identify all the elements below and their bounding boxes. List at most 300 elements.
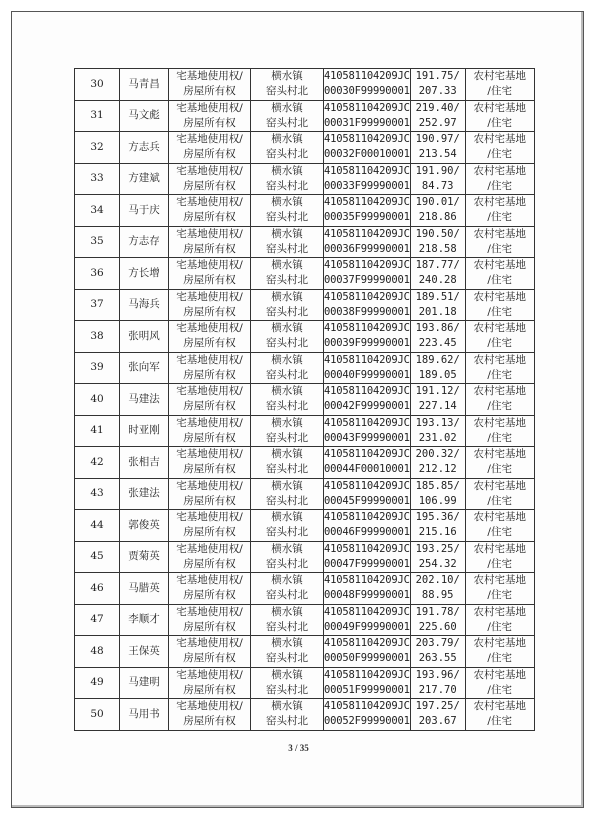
right-type-line: 房屋所有权 xyxy=(183,85,236,98)
right-type-cell xyxy=(169,163,251,195)
right-type-line: 宅基地使用权/ xyxy=(176,668,243,681)
land-use-cell xyxy=(465,132,534,164)
parcel-code-line: 00047F99990001 xyxy=(324,557,410,570)
table-row xyxy=(75,699,535,731)
parcel-code-line: 410581104209JC xyxy=(324,448,410,461)
right-type-line: 房屋所有权 xyxy=(183,494,236,507)
land-use-line: /住宅 xyxy=(487,463,512,476)
parcel-code-line: 00035F99990001 xyxy=(324,211,410,224)
row-number-cell: 47 xyxy=(75,604,120,636)
area-line: 189.05 xyxy=(418,368,457,381)
area-line: 213.54 xyxy=(418,148,457,161)
parcel-code-line: 00042F99990001 xyxy=(324,400,410,413)
area-line: 185.85/ xyxy=(415,479,460,492)
land-use-line: 农村宅基地 xyxy=(473,574,526,587)
location-cell xyxy=(251,384,324,416)
location-line: 窑头村北 xyxy=(266,431,308,444)
owner-name-cell: 马建明 xyxy=(120,667,169,699)
right-type-cell xyxy=(169,667,251,699)
location-cell xyxy=(251,258,324,290)
table-row xyxy=(75,69,535,101)
location-cell xyxy=(251,163,324,195)
location-cell xyxy=(251,636,324,668)
area-cell xyxy=(410,69,465,101)
land-use-line: /住宅 xyxy=(487,431,512,444)
right-type-line: 宅基地使用权/ xyxy=(176,605,243,618)
location-cell xyxy=(251,415,324,447)
right-type-cell xyxy=(169,289,251,321)
parcel-code-cell xyxy=(324,69,411,101)
land-use-line: 农村宅基地 xyxy=(473,164,526,177)
land-use-cell xyxy=(465,573,534,605)
land-use-line: /住宅 xyxy=(487,683,512,696)
land-use-line: /住宅 xyxy=(487,274,512,287)
land-use-line: /住宅 xyxy=(487,526,512,539)
land-use-line: 农村宅基地 xyxy=(473,542,526,555)
table-row xyxy=(75,226,535,258)
row-number-cell: 44 xyxy=(75,510,120,542)
area-line: 193.86/ xyxy=(415,322,460,335)
parcel-code-line: 410581104209JC xyxy=(324,542,410,555)
owner-name-cell: 张建法 xyxy=(120,478,169,510)
parcel-code-line: 00049F99990001 xyxy=(324,620,410,633)
area-line: 203.67 xyxy=(418,715,457,728)
parcel-code-line: 410581104209JC xyxy=(324,227,410,240)
owner-name-cell: 方长增 xyxy=(120,258,169,290)
right-type-cell xyxy=(169,69,251,101)
parcel-code-cell xyxy=(324,321,411,353)
right-type-cell xyxy=(169,195,251,227)
parcel-code-line: 410581104209JC xyxy=(324,322,410,335)
land-use-line: /住宅 xyxy=(487,715,512,728)
area-cell xyxy=(410,100,465,132)
land-use-line: /住宅 xyxy=(487,652,512,665)
right-type-line: 宅基地使用权/ xyxy=(176,196,243,209)
table-row xyxy=(75,321,535,353)
owner-name-cell: 马腊英 xyxy=(120,573,169,605)
area-line: 212.12 xyxy=(418,463,457,476)
land-use-line: 农村宅基地 xyxy=(473,290,526,303)
location-cell xyxy=(251,699,324,731)
area-line: 187.77/ xyxy=(415,259,460,272)
location-line: 横水镇 xyxy=(271,353,303,366)
area-line: 223.45 xyxy=(418,337,457,350)
land-use-line: /住宅 xyxy=(487,337,512,350)
location-line: 窑头村北 xyxy=(266,148,308,161)
parcel-code-cell xyxy=(324,447,411,479)
table-body xyxy=(75,69,535,731)
right-type-cell xyxy=(169,510,251,542)
right-type-cell xyxy=(169,447,251,479)
land-use-line: 农村宅基地 xyxy=(473,133,526,146)
table-row xyxy=(75,415,535,447)
location-cell xyxy=(251,69,324,101)
parcel-code-cell xyxy=(324,604,411,636)
table-row xyxy=(75,384,535,416)
parcel-code-line: 00037F99990001 xyxy=(324,274,410,287)
land-use-line: 农村宅基地 xyxy=(473,700,526,713)
land-use-line: /住宅 xyxy=(487,620,512,633)
location-line: 窑头村北 xyxy=(266,116,308,129)
location-line: 窑头村北 xyxy=(266,463,308,476)
area-cell xyxy=(410,478,465,510)
location-line: 横水镇 xyxy=(271,448,303,461)
parcel-code-cell xyxy=(324,510,411,542)
right-type-line: 房屋所有权 xyxy=(183,620,236,633)
right-type-line: 宅基地使用权/ xyxy=(176,259,243,272)
land-use-line: 农村宅基地 xyxy=(473,479,526,492)
right-type-cell xyxy=(169,415,251,447)
land-use-line: /住宅 xyxy=(487,211,512,224)
area-line: 201.18 xyxy=(418,305,457,318)
area-cell xyxy=(410,447,465,479)
parcel-code-line: 410581104209JC xyxy=(324,700,410,713)
right-type-line: 宅基地使用权/ xyxy=(176,70,243,83)
parcel-code-cell xyxy=(324,573,411,605)
parcel-code-cell xyxy=(324,667,411,699)
area-cell xyxy=(410,667,465,699)
location-line: 窑头村北 xyxy=(266,494,308,507)
location-line: 窑头村北 xyxy=(266,400,308,413)
right-type-line: 宅基地使用权/ xyxy=(176,101,243,114)
owner-name-cell: 马青昌 xyxy=(120,69,169,101)
right-type-line: 房屋所有权 xyxy=(183,557,236,570)
table-row xyxy=(75,541,535,573)
land-use-cell xyxy=(465,447,534,479)
area-cell xyxy=(410,573,465,605)
right-type-line: 宅基地使用权/ xyxy=(176,700,243,713)
row-number-cell: 35 xyxy=(75,226,120,258)
parcel-code-line: 00040F99990001 xyxy=(324,368,410,381)
parcel-code-cell xyxy=(324,415,411,447)
right-type-line: 房屋所有权 xyxy=(183,242,236,255)
parcel-code-cell xyxy=(324,289,411,321)
location-line: 横水镇 xyxy=(271,133,303,146)
land-use-line: 农村宅基地 xyxy=(473,196,526,209)
right-type-cell xyxy=(169,699,251,731)
right-type-line: 房屋所有权 xyxy=(183,652,236,665)
land-rights-table xyxy=(74,68,535,731)
row-number-cell: 49 xyxy=(75,667,120,699)
location-line: 横水镇 xyxy=(271,542,303,555)
right-type-line: 房屋所有权 xyxy=(183,400,236,413)
area-line: 106.99 xyxy=(418,494,457,507)
owner-name-cell: 方志存 xyxy=(120,226,169,258)
parcel-code-line: 410581104209JC xyxy=(324,259,410,272)
location-line: 横水镇 xyxy=(271,70,303,83)
parcel-code-line: 410581104209JC xyxy=(324,133,410,146)
right-type-cell xyxy=(169,384,251,416)
area-cell xyxy=(410,195,465,227)
area-line: 191.75/ xyxy=(415,70,460,83)
location-cell xyxy=(251,478,324,510)
row-number-cell: 43 xyxy=(75,478,120,510)
area-cell xyxy=(410,541,465,573)
location-line: 横水镇 xyxy=(271,322,303,335)
parcel-code-cell xyxy=(324,226,411,258)
parcel-code-line: 00031F99990001 xyxy=(324,116,410,129)
table-row xyxy=(75,100,535,132)
land-use-line: /住宅 xyxy=(487,400,512,413)
location-line: 横水镇 xyxy=(271,164,303,177)
land-use-line: 农村宅基地 xyxy=(473,353,526,366)
location-line: 窑头村北 xyxy=(266,85,308,98)
row-number-cell: 42 xyxy=(75,447,120,479)
area-cell xyxy=(410,132,465,164)
area-cell xyxy=(410,226,465,258)
row-number-cell: 46 xyxy=(75,573,120,605)
land-use-cell xyxy=(465,195,534,227)
area-cell xyxy=(410,510,465,542)
location-cell xyxy=(251,573,324,605)
table-row xyxy=(75,195,535,227)
land-use-cell xyxy=(465,384,534,416)
parcel-code-line: 00038F99990001 xyxy=(324,305,410,318)
land-use-line: /住宅 xyxy=(487,589,512,602)
page-number: 3 / 35 xyxy=(288,743,309,753)
parcel-code-line: 00052F99990001 xyxy=(324,715,410,728)
right-type-line: 房屋所有权 xyxy=(183,305,236,318)
area-line: 219.40/ xyxy=(415,101,460,114)
parcel-code-line: 410581104209JC xyxy=(324,385,410,398)
land-use-cell xyxy=(465,226,534,258)
area-cell xyxy=(410,163,465,195)
table-row xyxy=(75,258,535,290)
owner-name-cell: 方志兵 xyxy=(120,132,169,164)
area-line: 191.78/ xyxy=(415,605,460,618)
right-type-line: 宅基地使用权/ xyxy=(176,416,243,429)
row-number-cell: 39 xyxy=(75,352,120,384)
parcel-code-line: 00051F99990001 xyxy=(324,683,410,696)
right-type-line: 宅基地使用权/ xyxy=(176,511,243,524)
parcel-code-line: 410581104209JC xyxy=(324,101,410,114)
land-use-line: 农村宅基地 xyxy=(473,448,526,461)
parcel-code-line: 00030F99990001 xyxy=(324,85,410,98)
parcel-code-line: 410581104209JC xyxy=(324,164,410,177)
area-line: 193.13/ xyxy=(415,416,460,429)
location-line: 窑头村北 xyxy=(266,211,308,224)
location-cell xyxy=(251,289,324,321)
area-cell xyxy=(410,258,465,290)
location-line: 窑头村北 xyxy=(266,274,308,287)
land-use-line: 农村宅基地 xyxy=(473,605,526,618)
right-type-line: 宅基地使用权/ xyxy=(176,385,243,398)
area-line: 218.58 xyxy=(418,242,457,255)
parcel-code-cell xyxy=(324,100,411,132)
location-line: 横水镇 xyxy=(271,290,303,303)
location-cell xyxy=(251,195,324,227)
parcel-code-cell xyxy=(324,195,411,227)
parcel-code-line: 00050F99990001 xyxy=(324,652,410,665)
location-line: 横水镇 xyxy=(271,479,303,492)
owner-name-cell: 郭俊英 xyxy=(120,510,169,542)
location-line: 窑头村北 xyxy=(266,179,308,192)
parcel-code-line: 00045F99990001 xyxy=(324,494,410,507)
location-line: 横水镇 xyxy=(271,605,303,618)
land-use-cell xyxy=(465,604,534,636)
location-line: 窑头村北 xyxy=(266,557,308,570)
area-cell xyxy=(410,604,465,636)
row-number-cell: 50 xyxy=(75,699,120,731)
owner-name-cell: 王保英 xyxy=(120,636,169,668)
location-cell xyxy=(251,321,324,353)
table-row xyxy=(75,573,535,605)
row-number-cell: 33 xyxy=(75,163,120,195)
parcel-code-line: 410581104209JC xyxy=(324,511,410,524)
right-type-line: 房屋所有权 xyxy=(183,148,236,161)
parcel-code-cell xyxy=(324,352,411,384)
parcel-code-line: 410581104209JC xyxy=(324,574,410,587)
right-type-cell xyxy=(169,100,251,132)
area-line: 203.79/ xyxy=(415,637,460,650)
row-number-cell: 48 xyxy=(75,636,120,668)
area-line: 193.96/ xyxy=(415,668,460,681)
parcel-code-line: 00036F99990001 xyxy=(324,242,410,255)
table-row xyxy=(75,352,535,384)
area-line: 240.28 xyxy=(418,274,457,287)
owner-name-cell: 李顺才 xyxy=(120,604,169,636)
land-use-line: /住宅 xyxy=(487,148,512,161)
right-type-line: 房屋所有权 xyxy=(183,463,236,476)
right-type-line: 宅基地使用权/ xyxy=(176,353,243,366)
location-line: 横水镇 xyxy=(271,700,303,713)
owner-name-cell: 时亚刚 xyxy=(120,415,169,447)
right-type-line: 宅基地使用权/ xyxy=(176,133,243,146)
area-line: 197.25/ xyxy=(415,700,460,713)
area-cell xyxy=(410,636,465,668)
parcel-code-cell xyxy=(324,636,411,668)
land-use-line: /住宅 xyxy=(487,368,512,381)
right-type-cell xyxy=(169,132,251,164)
area-cell xyxy=(410,289,465,321)
location-line: 窑头村北 xyxy=(266,620,308,633)
land-use-cell xyxy=(465,69,534,101)
land-use-line: 农村宅基地 xyxy=(473,637,526,650)
location-cell xyxy=(251,510,324,542)
land-use-line: /住宅 xyxy=(487,305,512,318)
area-line: 252.97 xyxy=(418,116,457,129)
location-cell xyxy=(251,604,324,636)
parcel-code-line: 00043F99990001 xyxy=(324,431,410,444)
land-use-line: 农村宅基地 xyxy=(473,227,526,240)
area-line: 231.02 xyxy=(418,431,457,444)
land-use-line: /住宅 xyxy=(487,116,512,129)
table-row xyxy=(75,163,535,195)
area-line: 263.55 xyxy=(418,652,457,665)
parcel-code-line: 410581104209JC xyxy=(324,353,410,366)
right-type-cell xyxy=(169,604,251,636)
area-line: 189.51/ xyxy=(415,290,460,303)
parcel-code-line: 410581104209JC xyxy=(324,479,410,492)
parcel-code-cell xyxy=(324,163,411,195)
location-line: 横水镇 xyxy=(271,637,303,650)
area-line: 189.62/ xyxy=(415,353,460,366)
land-use-line: /住宅 xyxy=(487,179,512,192)
land-use-cell xyxy=(465,510,534,542)
right-type-line: 宅基地使用权/ xyxy=(176,574,243,587)
row-number-cell: 32 xyxy=(75,132,120,164)
right-type-line: 房屋所有权 xyxy=(183,589,236,602)
owner-name-cell: 张相吉 xyxy=(120,447,169,479)
location-line: 窑头村北 xyxy=(266,652,308,665)
parcel-code-line: 410581104209JC xyxy=(324,605,410,618)
location-line: 横水镇 xyxy=(271,196,303,209)
location-cell xyxy=(251,667,324,699)
parcel-code-line: 410581104209JC xyxy=(324,416,410,429)
table-row xyxy=(75,447,535,479)
right-type-line: 房屋所有权 xyxy=(183,211,236,224)
right-type-line: 宅基地使用权/ xyxy=(176,448,243,461)
land-use-cell xyxy=(465,541,534,573)
location-cell xyxy=(251,132,324,164)
right-type-cell xyxy=(169,226,251,258)
row-number-cell: 36 xyxy=(75,258,120,290)
area-line: 193.25/ xyxy=(415,542,460,555)
area-cell xyxy=(410,384,465,416)
parcel-code-line: 00046F99990001 xyxy=(324,526,410,539)
location-line: 横水镇 xyxy=(271,385,303,398)
owner-name-cell: 马建法 xyxy=(120,384,169,416)
right-type-line: 房屋所有权 xyxy=(183,337,236,350)
parcel-code-cell xyxy=(324,541,411,573)
right-type-line: 房屋所有权 xyxy=(183,715,236,728)
right-type-cell xyxy=(169,352,251,384)
area-line: 191.90/ xyxy=(415,164,460,177)
land-use-line: /住宅 xyxy=(487,494,512,507)
table-row xyxy=(75,667,535,699)
parcel-code-line: 410581104209JC xyxy=(324,637,410,650)
area-line: 215.16 xyxy=(418,526,457,539)
parcel-code-cell xyxy=(324,699,411,731)
land-use-line: 农村宅基地 xyxy=(473,259,526,272)
right-type-cell xyxy=(169,573,251,605)
parcel-code-line: 00032F00010001 xyxy=(324,148,410,161)
area-cell xyxy=(410,699,465,731)
area-line: 218.86 xyxy=(418,211,457,224)
land-use-cell xyxy=(465,289,534,321)
right-type-line: 房屋所有权 xyxy=(183,179,236,192)
right-type-line: 宅基地使用权/ xyxy=(176,227,243,240)
area-line: 227.14 xyxy=(418,400,457,413)
area-line: 190.01/ xyxy=(415,196,460,209)
location-line: 窑头村北 xyxy=(266,337,308,350)
owner-name-cell: 张明风 xyxy=(120,321,169,353)
right-type-line: 宅基地使用权/ xyxy=(176,479,243,492)
right-type-line: 宅基地使用权/ xyxy=(176,322,243,335)
right-type-line: 宅基地使用权/ xyxy=(176,542,243,555)
land-use-cell xyxy=(465,667,534,699)
land-use-line: 农村宅基地 xyxy=(473,101,526,114)
parcel-code-line: 00039F99990001 xyxy=(324,337,410,350)
location-cell xyxy=(251,100,324,132)
owner-name-cell: 马于庆 xyxy=(120,195,169,227)
row-number-cell: 30 xyxy=(75,69,120,101)
right-type-line: 宅基地使用权/ xyxy=(176,637,243,650)
right-type-cell xyxy=(169,321,251,353)
area-line: 202.10/ xyxy=(415,574,460,587)
parcel-code-line: 410581104209JC xyxy=(324,290,410,303)
row-number-cell: 38 xyxy=(75,321,120,353)
location-line: 窑头村北 xyxy=(266,589,308,602)
row-number-cell: 40 xyxy=(75,384,120,416)
land-use-line: 农村宅基地 xyxy=(473,322,526,335)
land-use-cell xyxy=(465,321,534,353)
parcel-code-cell xyxy=(324,384,411,416)
location-line: 窑头村北 xyxy=(266,526,308,539)
right-type-line: 房屋所有权 xyxy=(183,683,236,696)
right-type-line: 房屋所有权 xyxy=(183,431,236,444)
row-number-cell: 41 xyxy=(75,415,120,447)
